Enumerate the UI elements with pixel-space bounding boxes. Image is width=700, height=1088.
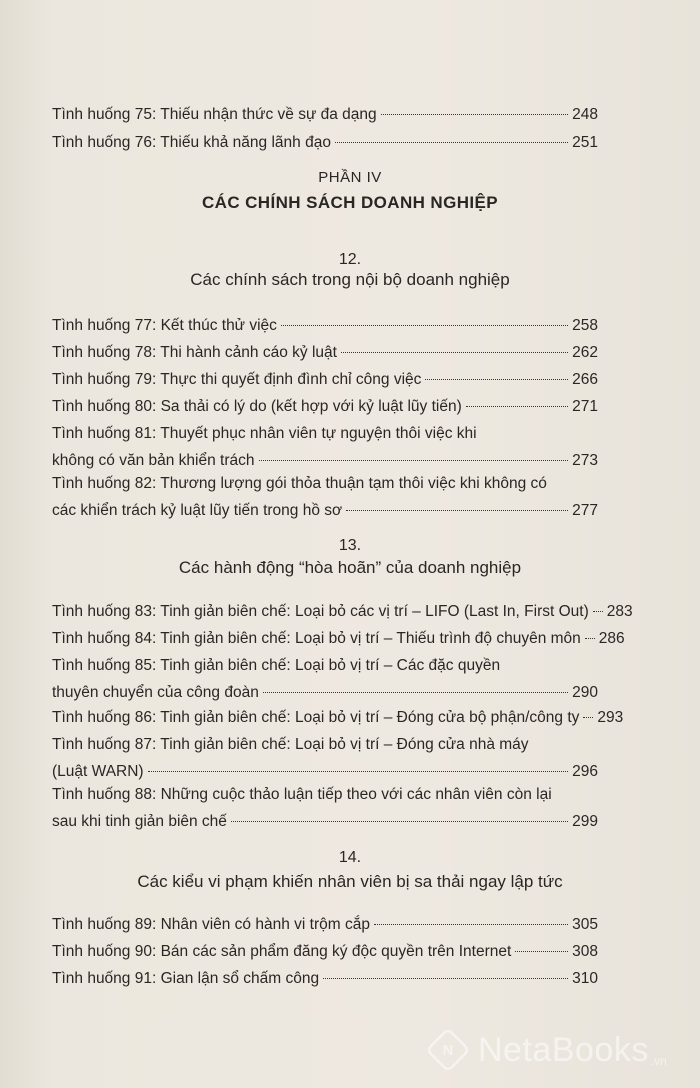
chapter-title: Các hành động “hòa hoãn” của doanh nghiệp (178, 558, 522, 577)
dot-leader (583, 717, 593, 718)
dot-leader (335, 142, 568, 143)
entry-title: Tình huống 91: Gian lận sổ chấm công (52, 970, 320, 987)
chapter-number: 12. (338, 251, 362, 268)
toc-entry (52, 706, 624, 730)
page-number: 286 (598, 630, 625, 647)
page-number: 293 (597, 709, 624, 726)
entry-title: Tình huống 87: Tinh giản biên chế: Loại bỏ vị trí – Đóng cửa nhà máy (52, 736, 529, 753)
toc-entry (52, 103, 598, 127)
toc-entry (52, 600, 633, 624)
entry-title: Tình huống 90: Bán các sản phẩm đăng ký độc quyền trên Internet (52, 943, 512, 960)
toc-entry (52, 314, 598, 338)
entry-title: Tình huống 86: Tinh giản biên chế: Loại bỏ vị trí – Đóng cửa bộ phận/công ty (52, 709, 580, 726)
toc-entry (52, 654, 598, 705)
entry-title: Tình huống 84: Tinh giản biên chế: Loại bỏ vị trí – Thiếu trình độ chuyên môn (52, 630, 581, 647)
entry-title: Tình huống 79: Thực thi quyết định đình chỉ công việc (52, 371, 422, 388)
page-number: 248 (572, 106, 598, 123)
entry-title-cont: (Luật WARN) (52, 763, 144, 780)
toc-entry (52, 783, 598, 834)
page-number: 273 (572, 452, 598, 469)
dot-leader (281, 325, 568, 326)
entry-title: Tình huống 77: Kết thúc thử việc (52, 317, 277, 334)
entry-title: Tình huống 88: Những cuộc thảo luận tiếp theo với các nhân viên còn lại (52, 786, 552, 803)
dot-leader (263, 692, 568, 693)
page-number: 251 (572, 134, 598, 151)
page-number: 258 (572, 317, 598, 334)
page-number: 308 (572, 943, 598, 960)
dot-leader (341, 352, 568, 353)
page-number: 283 (606, 603, 633, 620)
toc-entry (52, 368, 598, 392)
dot-leader (593, 611, 603, 612)
page-number: 290 (572, 684, 598, 701)
toc-entry (52, 627, 625, 651)
page-number: 262 (572, 344, 598, 361)
toc-entry (52, 967, 598, 991)
chapter-title: Các kiểu vi phạm khiến nhân viên bị sa thải ngay lập tức (137, 872, 563, 891)
logo-glyph: N (442, 1041, 454, 1058)
entry-title-cont: không có văn bản khiển trách (52, 452, 255, 469)
page-number: 310 (572, 970, 598, 987)
chapter-number: 13. (338, 537, 362, 554)
entry-title: Tình huống 78: Thi hành cảnh cáo kỷ luật (52, 344, 337, 361)
entry-title: Tình huống 82: Thương lượng gói thỏa thuận tạm thôi việc khi không có (52, 475, 547, 492)
dot-leader (148, 771, 569, 772)
toc-entry (52, 422, 598, 473)
toc-entry (52, 733, 598, 784)
dot-leader (374, 924, 568, 925)
dot-leader (259, 460, 569, 461)
page-number: 271 (572, 398, 598, 415)
page-number: 305 (572, 916, 598, 933)
entry-title-cont: các khiển trách kỷ luật lũy tiến trong hồ sơ (52, 502, 343, 519)
watermark-brand: NetaBooks (478, 1030, 649, 1069)
entry-title: Tình huống 76: Thiếu khả năng lãnh đạo (52, 134, 331, 151)
chapter-number: 14. (338, 849, 362, 866)
page-number: 299 (572, 813, 598, 830)
entry-title-cont: thuyên chuyển của công đoàn (52, 684, 259, 701)
toc-entry (52, 940, 598, 964)
netabooks-watermark (428, 1020, 700, 1080)
toc-entry (52, 913, 598, 937)
dot-leader (323, 978, 568, 979)
page-number: 296 (572, 763, 598, 780)
watermark-suffix: .vn (650, 1054, 667, 1068)
dot-leader (346, 510, 568, 511)
toc-entry (52, 472, 598, 523)
entry-title: Tình huống 75: Thiếu nhận thức về sự đa dạng (52, 106, 377, 123)
dot-leader (466, 406, 568, 407)
entry-title: Tình huống 89: Nhân viên có hành vi trộm cắp (52, 916, 370, 933)
entry-title-cont: sau khi tinh giản biên chế (52, 813, 227, 830)
chapter-title: Các chính sách trong nội bộ doanh nghiệp (190, 270, 510, 289)
netabooks-logo-icon (425, 1027, 470, 1072)
entry-title: Tình huống 85: Tinh giản biên chế: Loại bỏ vị trí – Các đặc quyền (52, 657, 501, 674)
toc-entry (52, 341, 598, 365)
page-number: 277 (572, 502, 598, 519)
entry-title: Tình huống 83: Tinh giản biên chế: Loại bỏ các vị trí – LIFO (Last In, First Out) (52, 603, 589, 620)
part-title: CÁC CHÍNH SÁCH DOANH NGHIỆP (201, 193, 499, 212)
dot-leader (381, 114, 568, 115)
dot-leader (425, 379, 568, 380)
toc-entry (52, 131, 598, 155)
dot-leader (585, 638, 595, 639)
part-label: PHẦN IV (318, 169, 382, 186)
page-number: 266 (572, 371, 598, 388)
toc-entry (52, 395, 598, 419)
dot-leader (231, 821, 568, 822)
entry-title: Tình huống 81: Thuyết phục nhân viên tự nguyện thôi việc khi (52, 425, 477, 442)
entry-title: Tình huống 80: Sa thải có lý do (kết hợp với kỷ luật lũy tiến) (52, 398, 462, 415)
dot-leader (515, 951, 568, 952)
